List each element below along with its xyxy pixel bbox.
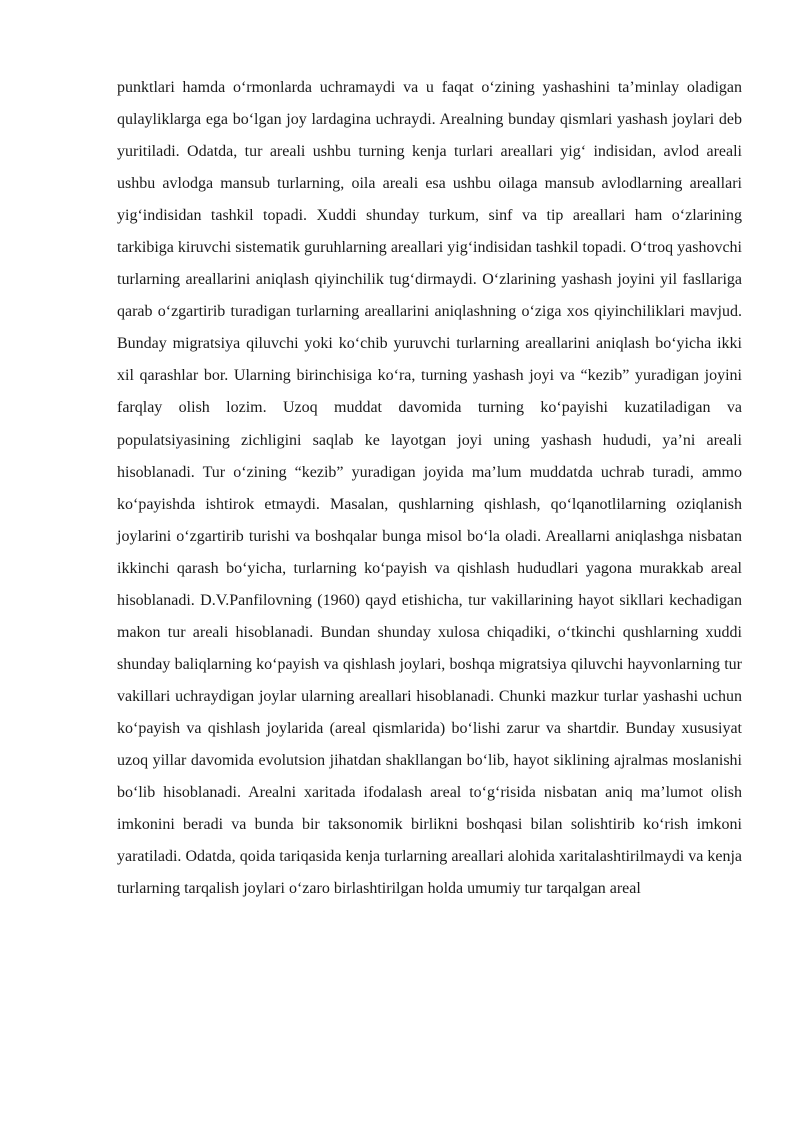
body-paragraph: punktlari hamda oʻrmonlarda uchramaydi va u faqat oʻzining yashashini taʼminlay oladigan qulayliklarga ega boʻlgan joy lardagina uchraydi. Arealning bunday qismlari yashash joylari deb yuritiladi. Odatda, tur areali ushbu turning kenja turlari areallari yigʻ indisidan, avlod areali ushbu avlodga mansub turlarning, oila areali esa ushbu oilaga mansub avlodlarning areallari yigʻindisidan tashkil topadi. Xuddi shunday turkum, sinf va tip areallari ham oʻzlarining tarkibiga kiruvchi sistematik guruhlarning areallari yigʻindisidan tashkil topadi. Oʻtroq yashovchi turlarning areallarini aniqlash qiyinchilik tugʻdirmaydi. Oʻzlarining yashash joyini yil fasllariga qarab oʻzgartirib turadigan turlarning areallarini aniqlashning oʻziga xos qiyinchiliklari mavjud. Bunday migratsiya qiluvchi yoki koʻchib yuruvchi turlarning areallarini aniqlash boʻyicha ikki xil qarashlar bor. Ularning birinchisiga koʻra, turning yashash joyi va “kezib” yuradigan joyini farqlay olish lozim. Uzoq muddat davomida turning koʻpayishi kuzatiladigan va populatsiyasining zichligini saqlab ke layotgan joyi uning yashash hududi, yaʼni areali hisoblanadi. Tur oʻzining “kezib” yuradigan joyida maʼlum muddatda uchrab turadi, ammo koʻpayishda ishtirok etmaydi. Masalan, qushlarning qishlash, qoʻlqanotlilarning oziqlanish joylarini oʻzgartirib turishi va boshqalar bunga misol boʻla oladi. Areallarni aniqlashga nisbatan ikkinchi qarash boʻyicha, turlarning koʻpayish va qishlash hududlari yagona murakkab areal hisoblanadi. D.V.Panfilovning (1960) qayd etishicha, tur vakillarining hayot sikllari kechadigan makon tur areali hisoblanadi. Bundan shunday xulosa chiqadiki, oʻtkinchi qushlarning xuddi shunday baliqlarning koʻpayish va qishlash joylari, boshqa migratsiya qiluvchi hayvonlarning tur vakillari uchraydigan joylar ularning areallari hisoblanadi. Chunki mazkur turlar yashashi uchun koʻpayish va qishlash joylarida (areal qismlarida) boʻlishi zarur va shartdir. Bunday xususiyat uzoq yillar davomida evolutsion jihatdan shakllangan boʻlib, hayot siklining ajralmas moslanishi boʻlib hisoblanadi. Arealni xaritada ifodalash areal toʻgʻrisida nisbatan aniq maʼlumot olish imkonini beradi va bunda bir taksonomik birlikni boshqasi bilan solishtirib koʻrish imkoni yaratiladi. Odatda, qoida tariqasida kenja turlarning areallari alohida xaritalashtirilmaydi va kenja turlarning tarqalish joylari oʻzaro birlashtirilgan holda umumiy tur tarqalgan areal: [117, 79, 742, 898]
document-page: [117, 72, 742, 905]
